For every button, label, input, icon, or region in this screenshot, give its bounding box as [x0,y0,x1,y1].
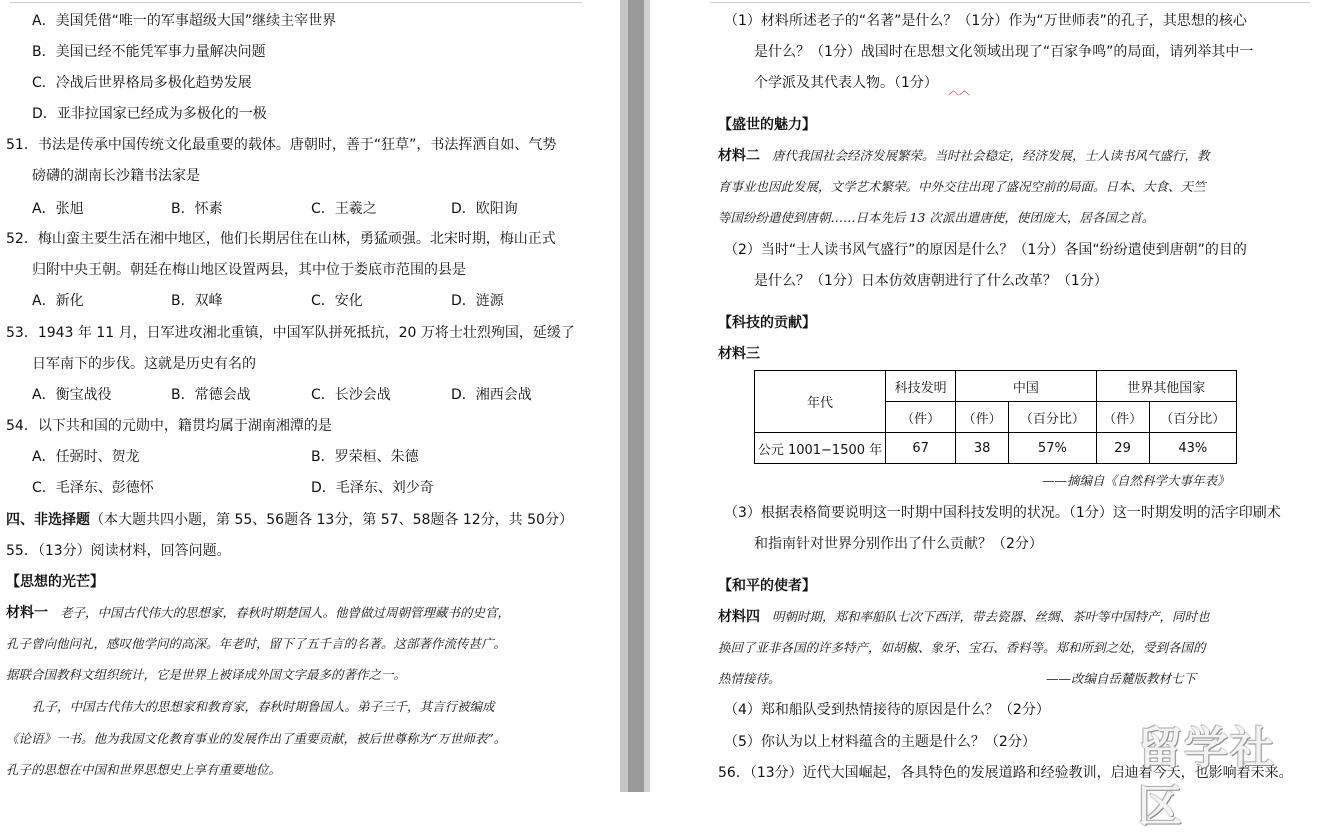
q54-stem: 54．以下共和国的元勋中，籍贯均属于湖南湘潭的是 [6,418,332,434]
q1-line3: 个学派及其代表人物。（1分） [754,75,938,91]
q54-option-a: A．任弼时、贺龙 [32,449,140,465]
q52-option-d: D．涟源 [451,293,504,309]
material2-line3: 等国纷纷遣使到唐朝……日本先后 13 次派出遣唐使，使团庞大，居各国之首。 [718,210,1155,225]
heading-prosperity: 【盛世的魅力】 [718,117,816,133]
table-header-world: 世界其他国家 [1096,371,1236,402]
q4: （4）郑和船队受到热情接待的原因是什么？（2分） [724,702,1050,718]
q53-option-a: A．衡宝战役 [32,387,112,403]
q55-intro: 55．（13分）阅读材料，回答问题。 [6,543,231,559]
material2-label: 材料二 [718,148,760,164]
heading-technology: 【科技的贡献】 [718,315,816,331]
right-document-page [650,0,1318,792]
page-top-rule [10,2,582,3]
material4-label: 材料四 [718,609,760,625]
heading-peace: 【和平的使者】 [718,578,816,594]
table-cell-china-count: 38 [956,433,1009,464]
q52-stem: 52．梅山蛮主要生活在湘中地区，他们长期居住在山林，勇猛顽强。北宋时期，梅山正式 [6,231,556,247]
table-header-invention: 科技发明 [886,371,956,402]
material4-line3: 热情接待。 [718,671,781,686]
spellcheck-squiggle: ︿︿ [948,84,970,97]
material3-label: 材料三 [718,346,760,362]
table-unit-world-count: （件） [1096,402,1149,433]
material2-line2: 育事业也因此发展，文学艺术繁荣。中外交往出现了盛况空前的局面。日本、大食、天竺 [718,179,1206,194]
material2-text1: 唐代我国社会经济发展繁荣。当时社会稳定，经济发展，士人读书风气盛行，教 [772,148,1210,163]
q53-option-d: D．湘西会战 [451,387,532,403]
q2-line1: （2）当时“士人读书风气盛行”的原因是什么？（1分）各国“纷纷遣使到唐朝”的目的 [724,242,1247,258]
q1-line2: 是什么？（1分）战国时在思想文化领域出现了“百家争鸣”的局面，请列举其中一 [754,44,1254,60]
table-row-era: 公元 1001−1500 年 [755,433,886,464]
table-unit-china-pct: （百分比） [1009,402,1096,433]
q52-option-b: B．双峰 [171,293,223,309]
q53-option-b: B．常德会战 [171,387,251,403]
q53-stem-cont: 日军南下的步伐。这就是历史有名的 [32,356,256,372]
q54-option-b: B．罗荣桓、朱德 [311,449,419,465]
page-gutter [620,0,650,792]
material1-line5: 《论语》一书。他为我国文化教育事业的发展作出了重要贡献，被后世尊称为“万世师表”。 [6,731,507,746]
material4-text1: 明朝时期，郑和率船队七次下西洋，带去瓷器、丝绸、茶叶等中国特产，同时也 [772,609,1210,624]
q52-option-a: A．新化 [32,293,84,309]
material4-source: ——改编自岳麓版教材七下 [1046,671,1197,686]
q5: （5）你认为以上材料蕴含的主题是什么？（2分） [724,734,1036,750]
table-cell-world-count: 29 [1096,433,1149,464]
q3-line2: 和指南针对世界分别作出了什么贡献？（2分） [754,536,1043,552]
q51-stem-cont: 磅礴的湖南长沙籍书法家是 [32,168,200,184]
material1-line2: 孔子曾向他问礼，感叹他学问的高深。年老时，留下了五千言的名著。这部著作流传甚广。 [6,636,507,651]
material4-line1 [718,607,1210,627]
section4-note: （本大题共四小题，第 55、56题各 13分，第 57、58题各 12分，共 50分） [90,512,573,528]
material4-line2: 换回了亚非各国的许多特产，如胡椒、象牙、宝石、香料等。郑和所到之处，受到各国的 [718,640,1206,655]
table-cell-total: 67 [886,433,956,464]
q56-stem: 56．（13分）近代大国崛起，各具特色的发展道路和经验教训，启迪着今天，也影响着未来。 [718,765,1293,781]
q3-line1: （3）根据表格简要说明这一时期中国科技发明的状况。（1分）这一时期发明的活字印刷术 [724,505,1281,521]
q51-option-c: C．王羲之 [311,201,377,217]
q51-option-a: A．张旭 [32,201,84,217]
material2-line1 [718,146,1210,166]
q53-option-c: C．长沙会战 [311,387,391,403]
watermark-text: 留学社区 [1138,723,1276,832]
q1-line1: （1）材料所述老子的“名著”是什么？（1分）作为“万世师表”的孔子，其思想的核心 [724,13,1247,29]
q51-option-b: B．怀素 [171,201,223,217]
q50-option-d: D．亚非拉国家已经成为多极化的一极 [32,106,267,122]
q50-option-a: A．美国凭借“唯一的军事超级大国”继续主宰世界 [32,13,337,29]
q54-option-d: D．毛泽东、刘少奇 [311,480,434,496]
material1-line6: 孔子的思想在中国和世界思想史上享有重要地位。 [6,762,282,777]
material1-line1 [6,603,510,623]
table-header-era: 年代 [755,371,886,433]
page-top-rule-right [710,2,1310,3]
table-unit-count: （件） [886,402,956,433]
q52-option-c: C．安化 [311,293,363,309]
q53-stem: 53．1943 年 11 月，日军进攻湘北重镇，中国军队拼死抵抗，20 万将士壮烈殉国，延缓了 [6,325,575,341]
table-unit-world-pct: （百分比） [1149,402,1236,433]
material1-text1: 老子，中国古代伟大的思想家，春秋时期楚国人。他曾做过周朝管理藏书的史官， [60,605,511,620]
q54-option-c: C．毛泽东、彭德怀 [32,480,154,496]
table-cell-china-pct: 57% [1009,433,1096,464]
q52-stem-cont: 归附中央王朝。朝廷在梅山地区设置两县，其中位于娄底市范围的县是 [32,262,466,278]
q51-stem: 51．书法是传承中国传统文化最重要的载体。唐朝时，善于“狂草”，书法挥洒自如、气势 [6,137,557,153]
watermark-logo [1138,720,1308,832]
q2-line2: 是什么？（1分）日本仿效唐朝进行了什么改革？（1分） [754,273,1108,289]
material1-line3: 据联合国教科文组织统计，它是世界上被译成外国文字最多的著作之一。 [6,667,407,682]
table-source: ——摘编自《自然科学大事年表》 [1042,473,1230,488]
material1-label: 材料一 [6,605,48,621]
q50-option-b: B．美国已经不能凭军事力量解决问题 [32,44,266,60]
table-header-china: 中国 [956,371,1096,402]
q51-option-d: D．欧阳询 [451,201,518,217]
table-cell-world-pct: 43% [1149,433,1236,464]
section4-title: 四、非选择题 [6,512,90,528]
table-unit-china-count: （件） [956,402,1009,433]
q50-option-c: C．冷战后世界格局多极化趋势发展 [32,75,252,91]
heading-thought: 【思想的光芒】 [6,574,104,590]
invention-table [754,370,1237,464]
left-document-page [0,0,620,792]
material1-line4: 孔子，中国古代伟大的思想家和教育家，春秋时期鲁国人。弟子三千，其言行被编成 [32,699,495,714]
section4-header [6,510,573,530]
